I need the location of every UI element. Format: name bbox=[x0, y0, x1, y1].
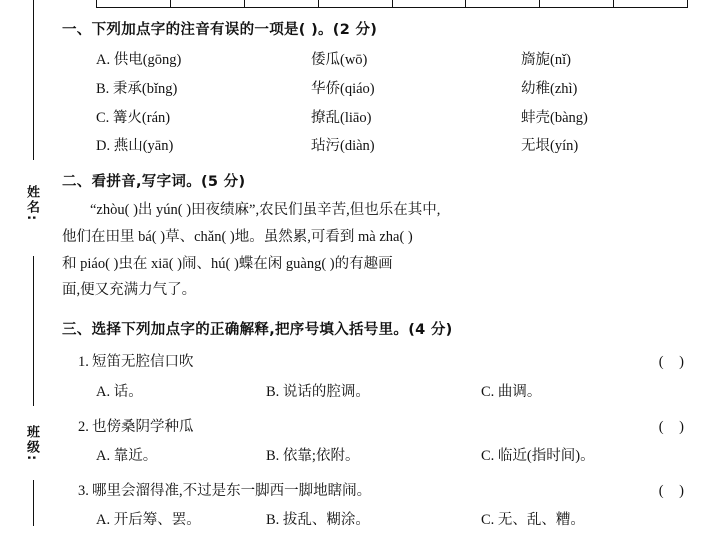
option-a: A. 开后筹、罢。 bbox=[96, 512, 201, 529]
question-number: 3. bbox=[78, 482, 89, 499]
section-1-row bbox=[62, 79, 690, 101]
paragraph-line: 面,便又充满力气了。 bbox=[62, 282, 197, 299]
question-item bbox=[62, 415, 690, 440]
answer-blank[interactable]: ( ) bbox=[658, 354, 690, 371]
option-a-pinyin: A. 供电(gōng) bbox=[96, 52, 182, 68]
section-2-paragraph bbox=[62, 197, 690, 304]
option-c-pinyin-2: 撩乱(liāo) bbox=[311, 109, 372, 126]
option-c-pinyin: C. 篝火(rán) bbox=[96, 109, 171, 126]
margin-rule-bottom bbox=[33, 480, 34, 526]
section-2 bbox=[62, 170, 690, 304]
option-a: A. 靠近。 bbox=[96, 448, 158, 465]
section-1-title: 一、下列加点字的注音有误的一项是( )。(2 分) bbox=[62, 22, 378, 38]
option-b-pinyin-3: 幼稚(zhì) bbox=[521, 80, 578, 97]
option-a: A. 话。 bbox=[96, 383, 143, 400]
option-c: C. 曲调。 bbox=[481, 383, 542, 400]
worksheet-content bbox=[62, 18, 690, 537]
question-options bbox=[62, 444, 690, 469]
score-table-cell bbox=[319, 0, 393, 7]
margin-rule-top bbox=[33, 0, 34, 160]
option-a-pinyin-2: 倭瓜(wō) bbox=[311, 52, 368, 68]
question-options bbox=[62, 380, 690, 405]
option-d-pinyin-3: 无垠(yín) bbox=[521, 138, 579, 155]
score-table-cell bbox=[614, 0, 687, 7]
score-table bbox=[96, 0, 688, 8]
score-table-cell bbox=[393, 0, 467, 7]
section-2-title: 二、看拼音,写字词。(5 分) bbox=[62, 174, 246, 190]
paragraph-line: 他们在田里 bá( )草、chǎn( )地。虽然累,可看到 mà zha( ) bbox=[62, 228, 413, 245]
option-d-pinyin-2: 玷污(diàn) bbox=[311, 138, 375, 155]
section-3-title: 三、选择下列加点字的正确解释,把序号填入括号里。(4 分) bbox=[62, 322, 453, 339]
score-table-cell bbox=[540, 0, 614, 7]
question-text: 哪里会溜得准,不过是东一脚西一脚地瞎闹。 bbox=[92, 482, 372, 499]
section-1 bbox=[62, 18, 690, 158]
margin-rule-middle bbox=[33, 256, 34, 406]
question-number: 2. bbox=[78, 418, 89, 435]
question-text: 也傍桑阴学种瓜 bbox=[92, 418, 194, 435]
section-1-row bbox=[62, 50, 690, 72]
section-1-row bbox=[62, 136, 690, 158]
option-c-pinyin-3: 蚌壳(bàng) bbox=[521, 109, 588, 126]
paragraph-line: “zhòu( )出 yún( )田夜绩麻”,农民们虽辛苦,但也乐在其中, bbox=[90, 202, 441, 218]
score-table-cell bbox=[97, 0, 171, 7]
score-table-cell bbox=[466, 0, 540, 7]
question-item bbox=[62, 479, 690, 504]
answer-blank[interactable]: ( ) bbox=[658, 418, 690, 435]
question-options bbox=[62, 508, 690, 533]
student-class-label: 班级: bbox=[24, 425, 39, 463]
question-number: 1. bbox=[78, 354, 89, 371]
score-table-cell bbox=[171, 0, 245, 7]
option-c: C. 无、乱、糟。 bbox=[481, 512, 585, 529]
question-item bbox=[62, 350, 690, 375]
option-b: B. 说话的腔调。 bbox=[266, 383, 370, 400]
option-d-pinyin: D. 燕山(yān) bbox=[96, 138, 174, 155]
answer-blank[interactable]: ( ) bbox=[658, 482, 690, 499]
option-b: B. 依靠;依附。 bbox=[266, 448, 360, 465]
option-a-pinyin-3: 旖旎(nǐ) bbox=[521, 52, 571, 68]
option-c: C. 临近(指时间)。 bbox=[481, 448, 595, 465]
student-name-label: 姓名: bbox=[24, 185, 39, 223]
question-text: 短笛无腔信口吹 bbox=[92, 354, 194, 371]
score-table-cell bbox=[245, 0, 319, 7]
option-b-pinyin-2: 华侨(qiáo) bbox=[311, 80, 375, 97]
paragraph-line: 和 piáo( )虫在 xiā( )闹、hú( )蝶在闲 guàng( )的有趣画 bbox=[62, 255, 393, 272]
section-1-row bbox=[62, 108, 690, 130]
section-3 bbox=[62, 318, 690, 533]
option-b-pinyin: B. 秉承(bǐng) bbox=[96, 80, 178, 97]
option-b: B. 拔乱、糊涂。 bbox=[266, 512, 370, 529]
